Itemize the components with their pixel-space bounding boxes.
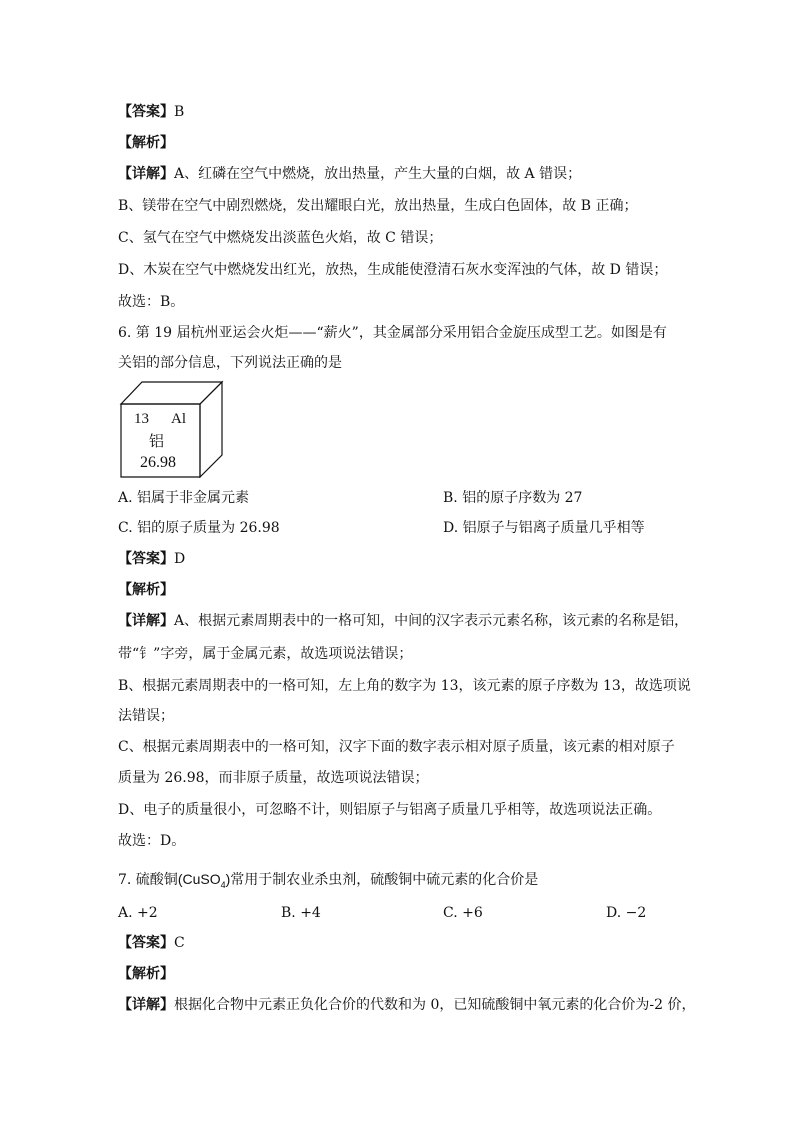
q5-answer: 【答案】B <box>118 104 185 120</box>
q6-detail-line-2: 带“钅”字旁，属于金属元素，故选项说法错误； <box>118 646 413 662</box>
q5-detail-line-4: D、木炭在空气中燃烧发出红光，放热，生成能使澄清石灰水变浑浊的气体，故 D 错误； <box>118 262 668 278</box>
q5-analysis-heading: 【解析】 <box>118 135 174 151</box>
q5-conclusion: 故选：B。 <box>118 294 185 310</box>
q5-detail-line-1: 【详解】A、红磷在空气中燃烧，放出热量，产生大量的白烟，故 A 错误； <box>118 166 582 182</box>
element-name: 铝 <box>149 434 165 450</box>
q6-answer: 【答案】D <box>118 551 186 567</box>
aluminum-element-cube <box>118 380 228 478</box>
element-symbol: Al <box>171 411 186 427</box>
q6-conclusion: 故选：D。 <box>118 833 186 849</box>
q6-option-a: A. 铝属于非金属元素 <box>118 490 250 506</box>
q7-stem: 7. 硫酸铜(CuSO$_4$)常用于制农业杀虫剂，硫酸铜中硫元素的化合价是 <box>118 871 539 890</box>
q6-detail-line-7: D、电子的质量很小，可忽略不计，则铝原子与铝离子质量几乎相等，故选项说法正确。 <box>118 802 662 818</box>
atomic-mass: 26.98 <box>140 454 176 471</box>
q5-detail-line-2: B、镁带在空气中剧烈燃烧，发出耀眼白光，放出热量，生成白色固体，故 B 正确； <box>118 198 638 214</box>
q7-option-b: B. +4 <box>281 905 321 921</box>
q6-stem-line-1: 6. 第 19 届杭州亚运会火炬——“薪火”，其金属部分采用铝合金旋压成型工艺。如图是有 <box>118 325 667 341</box>
q6-detail-line-4: 法错误； <box>118 708 174 724</box>
q6-option-b: B. 铝的原子序数为 27 <box>443 490 583 506</box>
q6-detail-line-3: B、根据元素周期表中的一格可知，左上角的数字为 13，该元素的原子序数为 13，故选项说 <box>118 678 691 694</box>
q6-detail-line-5: C、根据元素周期表中的一格可知，汉字下面的数字表示相对原子质量，该元素的相对原子 <box>118 739 675 755</box>
q6-option-d: D. 铝原子与铝离子质量几乎相等 <box>443 520 645 536</box>
q6-stem-line-2: 关铝的部分信息，下列说法正确的是 <box>118 355 342 371</box>
q7-option-a: A. +2 <box>118 905 158 921</box>
atomic-number: 13 <box>134 411 149 427</box>
q7-option-d: D. −2 <box>606 905 647 921</box>
q7-option-c: C. +6 <box>443 905 483 921</box>
q6-option-c: C. 铝的原子质量为 26.98 <box>118 520 280 536</box>
q5-detail-line-3: C、氢气在空气中燃烧发出淡蓝色火焰，故 C 错误； <box>118 230 443 246</box>
q7-detail-line-1: 【详解】根据化合物中元素正负化合价的代数和为 0，已知硫酸铜中氧元素的化合价为-2 价， <box>118 997 696 1013</box>
q7-analysis-heading: 【解析】 <box>118 966 174 982</box>
q6-analysis-heading: 【解析】 <box>118 582 174 598</box>
q6-detail-line-1: 【详解】A、根据元素周期表中的一格可知，中间的汉字表示元素名称，该元素的名称是铝， <box>118 613 689 629</box>
q7-answer: 【答案】C <box>118 935 185 951</box>
q6-detail-line-6: 质量为 26.98，而非原子质量，故选项说法错误； <box>118 770 429 786</box>
cuso4-formula: (CuSO$_4$) <box>177 871 231 890</box>
